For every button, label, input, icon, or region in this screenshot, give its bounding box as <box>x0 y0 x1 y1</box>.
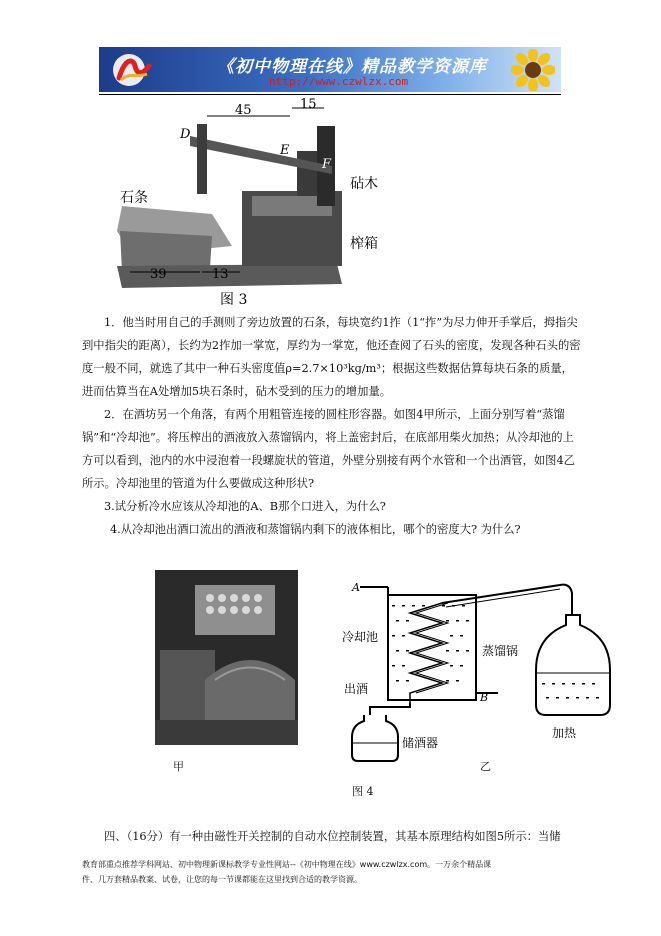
label-d: D <box>180 127 191 142</box>
figure-3-caption: 图 3 <box>220 292 248 308</box>
label-outlet: 出酒 <box>344 682 369 696</box>
question-3: 3.试分析冷水应该从冷却池的A、B那个口进入，为什么? <box>104 500 386 513</box>
label-a: A <box>352 581 360 594</box>
site-title: 《初中物理在线》精品教学资源库 <box>217 57 487 77</box>
question-1: 1．他当时用自己的手测则了旁边放置的石条，每块宽约1拃（1“拃”为尽力伸开手掌后，拇指尖到中指尖的距离），长约为2拃加一掌宽，厚约为一掌宽，他还查阅了石头的密度，发现各种石头的密度一般不同，就选了其中一种石头密度值ρ=2.7×10³kg/m³；根据这些数据估算每块石条的质量，进而估算当在A处增加5块石条时，砧木受到的压力的增加量。 <box>82 316 581 398</box>
label-press: 榨箱 <box>350 236 378 252</box>
question-4: 4.从冷却池出酒口流出的酒液和蒸馏锅内剩下的液体相比，哪个的密度大? 为什么? <box>110 523 521 536</box>
footer-line-2: 件、几万套精品教案、试卷，让您的每一节课都能在这里找到合适的教学资源。 <box>82 875 362 884</box>
figure-4a-photo <box>155 570 298 745</box>
dim-39: 39 <box>150 267 167 282</box>
label-f: F <box>322 157 332 172</box>
label-b: B <box>480 691 489 704</box>
footer-line-1: 教育部重点推荐学科网站、初中物理新课标教学专业性网站--《初中物理在线》www.czwlzx.com。一万余个精品课 <box>82 860 492 869</box>
figure-4b-caption: 乙 <box>480 760 491 773</box>
label-cooling-pool: 冷却池 <box>342 630 379 644</box>
question-2: 2．在酒坊另一个角落，有两个用粗管连接的圆柱形容器。如图4甲所示，上面分别写着“蒸馏锅”和“冷却池”。将压榨出的酒液放入蒸馏锅内，将上盖密封后，在底部用柴火加热；从冷却池的上方可以看到，池内的水中浸泡着一段螺旋状的管道，外壁分别接有两个水管和一个出酒管，如图4乙所示。冷却池里的管道为什么要做成这种形状? <box>82 408 575 490</box>
dim-45: 45 <box>235 103 252 118</box>
site-logo-icon <box>111 52 155 88</box>
site-url[interactable]: http://www.czwlzx.com <box>269 75 409 88</box>
footer <box>82 857 582 887</box>
figure-4-caption: 图 4 <box>352 785 374 798</box>
figure-4a-caption: 甲 <box>173 760 184 773</box>
sunflower-icon <box>511 49 555 91</box>
header-banner <box>99 47 561 92</box>
figure-4b-diagram <box>330 575 620 765</box>
label-e: E <box>280 143 290 158</box>
label-still: 蒸馏锅 <box>482 644 519 658</box>
label-heat: 加热 <box>552 726 577 740</box>
header-rule <box>99 94 561 95</box>
label-block: 砧木 <box>350 176 378 192</box>
section-4-intro: 四、（16分）有一种由磁性开关控制的自动水位控制装置，其基本原理结构如图5所示：当储 <box>104 830 561 843</box>
label-storage: 储酒器 <box>402 736 439 750</box>
figure-3-press <box>92 96 402 308</box>
dim-13: 13 <box>212 267 229 282</box>
dim-15: 15 <box>300 97 317 112</box>
label-stone: 石条 <box>120 190 148 206</box>
